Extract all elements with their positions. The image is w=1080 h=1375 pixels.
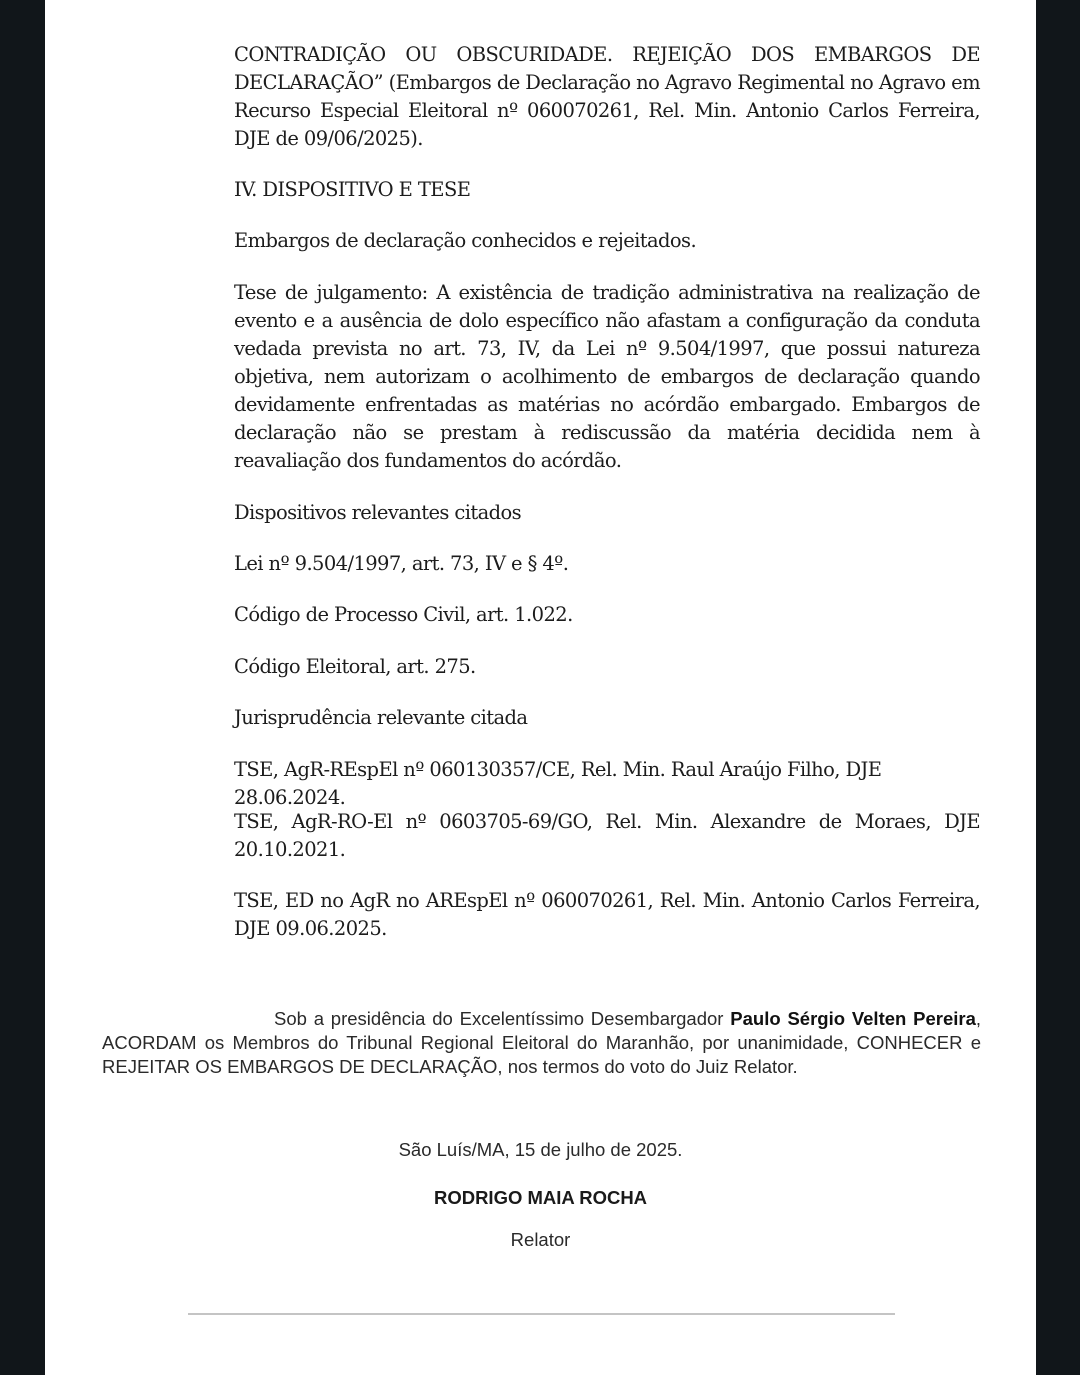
president-name: Paulo Sérgio Velten Pereira: [730, 1008, 976, 1029]
dispositivos-heading: Dispositivos relevantes citados: [234, 501, 522, 524]
jurisprudencia-item: TSE, AgR-REspEl nº 060130357/CE, Rel. Min. Raul Araújo Filho, DJE 28.06.2024.: [234, 758, 882, 809]
dispositivo-item: Lei nº 9.504/1997, art. 73, IV e § 4º.: [234, 552, 569, 575]
jurisprudencia-item: TSE, ED no AgR no AREspEl nº 060070261, Rel. Min. Antonio Carlos Ferreira, DJE 09.06.2025.: [234, 889, 980, 940]
paragraph-rest: DECLARAÇÃO” (Embargos de Declaração no Agravo Regimental no Agravo em Recurso Especial Eleitoral nº 060070261, Rel. Min. Antonio Carlos Ferreira, DJE de 09/06/2025).: [234, 71, 980, 150]
paragraph-first-line: CONTRADIÇÃO OU OBSCURIDADE. REJEIÇÃO DOS EMBARGOS DE: [234, 43, 980, 66]
dispositivo-text: Embargos de declaração conhecidos e rejeitados.: [234, 229, 697, 252]
paragraph-continuation: [234, 41, 980, 153]
document-page: [45, 0, 1036, 1375]
dispositivo-item: Código Eleitoral, art. 275.: [234, 655, 476, 678]
section-heading: IV. DISPOSITIVO E TESE: [234, 178, 471, 201]
jurisprudencia-item: TSE, AgR-RO-El nº 0603705-69/GO, Rel. Min. Alexandre de Moraes, DJE 20.10.2021.: [234, 810, 980, 861]
dispositivo-item: Código de Processo Civil, art. 1.022.: [234, 603, 573, 626]
footer-divider: [188, 1313, 895, 1315]
signatory-name: RODRIGO MAIA ROCHA: [433, 1187, 648, 1208]
jurisprudencia-heading: Jurisprudência relevante citada: [234, 706, 528, 729]
place-date: São Luís/MA, 15 de julho de 2025.: [398, 1139, 683, 1160]
acordao-intro: Sob a presidência do Excelentíssimo Desembargador: [274, 1008, 724, 1029]
signatory-role: Relator: [510, 1229, 571, 1250]
acordao-paragraph: [102, 1007, 981, 1079]
tese-paragraph: Tese de julgamento: A existência de tradição administrativa na realização de evento e a ausência de dolo específico não afastam a configuração da conduta vedada prevista no art. 73, IV, da Lei nº 9.504/1997, que possui natureza objetiva, nem autorizam o acolhimento de embargos de declaração quando devidamente enfrentadas as matérias no acórdão embargado. Embargos de declaração não se prestam à rediscussão da matéria decidida nem à reavaliação dos fundamentos do acórdão.: [234, 281, 980, 472]
acordao-body: , ACORDAM os Membros do Tribunal Regional Eleitoral do Maranhão, por unanimidade, CONHECER e REJEITAR OS EMBARGOS DE DECLARAÇÃO, nos termos do voto do Juiz Relator.: [102, 1008, 982, 1077]
